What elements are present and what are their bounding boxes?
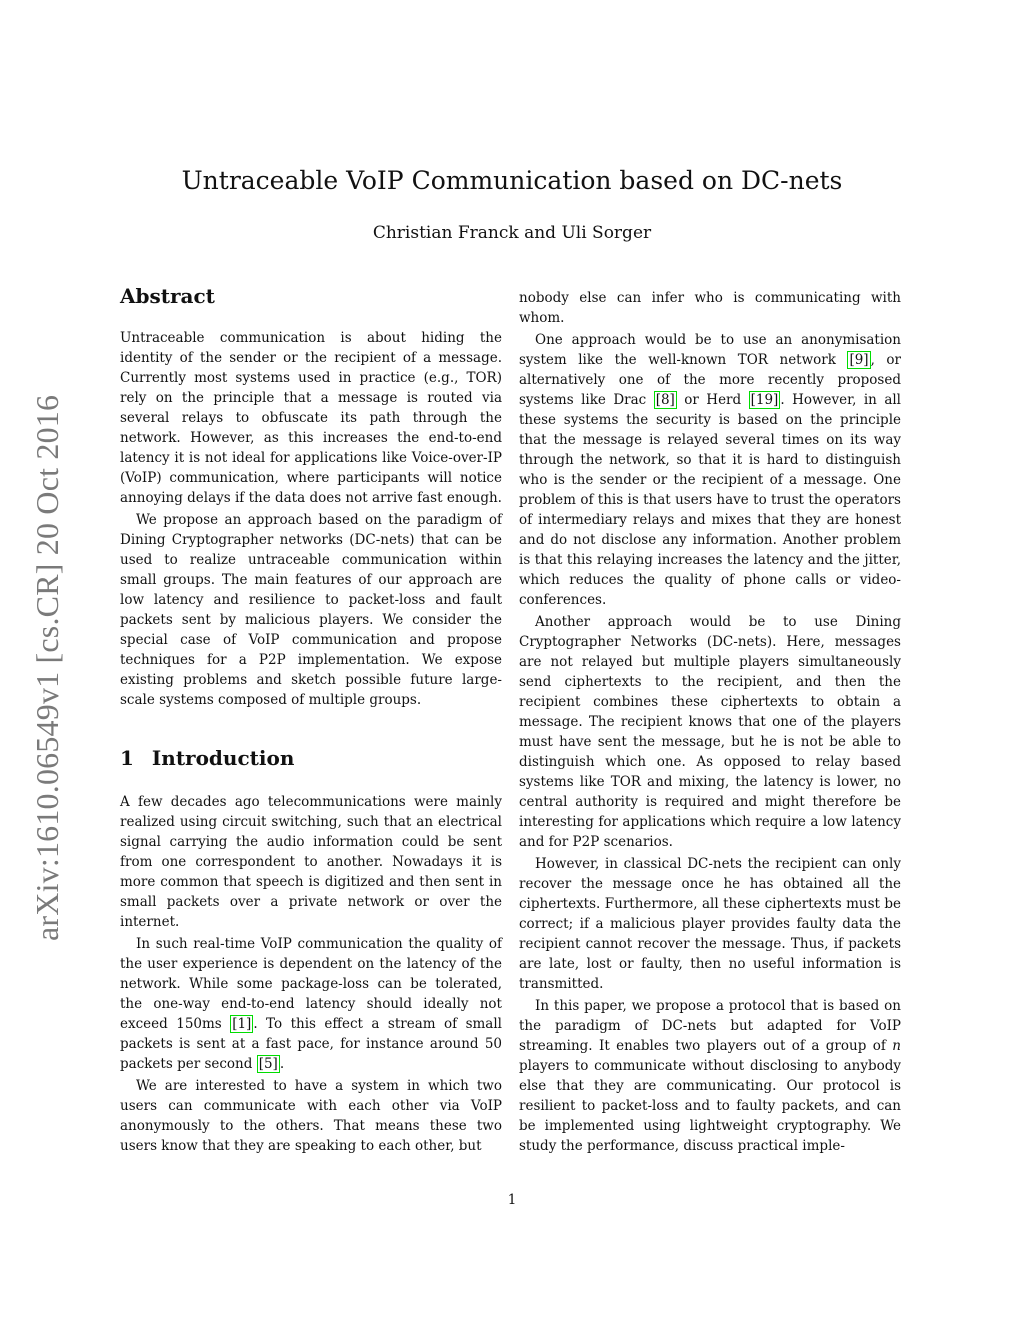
intro-paragraph-1: A few decades ago telecommunications were mainly realized using circuit switching, such that an electrical signal carrying the audio information could be sent from one correspondent to another. Nowadays it is more common that speech is digitized and then sent in small packets over a private network or over the internet.: [120, 794, 502, 930]
abstract-paragraph-2: We propose an approach based on the paradigm of Dining Cryptographer networks (DC-nets) that can be used to realize untraceable communication within small groups. The main features of our approach are low latency and resilience to packet-loss and fault packets sent by malicious players. We consider the special case of VoIP communication and propose techniques for a P2P implementation. We expose existing problems and sketch possible future large-scale systems composed of multiple groups.: [120, 512, 502, 708]
intro-paragraph-5: Another approach would be to use Dining Cryptographer Networks (DC-nets). Here, messages are not relayed but multiple players simultaneously send ciphertexts to the recipient, and then the recipient combines these ciphertexts to obtain a message. The recipient knows that one of the players must have sent the message, but he is not be able to distinguish which one. As opposed to relay based systems like TOR and mixing, the latency is lower, no central authority is required and might therefore be interesting for applications which require a low latency and for P2P scenarios.: [519, 614, 901, 850]
citation-link-8[interactable]: [8]: [655, 392, 675, 408]
text-run: In such real-time VoIP communication the quality of the user experience is dependent on the latency of the network. While some package-loss can be tolerated, the one-way end-to-end latency should ideally not exceed 150ms: [120, 936, 502, 1032]
text-run: players to communicate without disclosing to anybody else that they are communicating. Our protocol is resilient to packet-loss and to faulty packets, and can be implemented using lightweight cryptography. We study the performance, discuss practical imple-: [519, 1058, 901, 1154]
intro-paragraph-7: [519, 996, 901, 1156]
arxiv-identifier-stamp: arXiv:1610.06549v1 [cs.CR] 20 Oct 2016: [29, 394, 65, 941]
citation-link-19[interactable]: [19]: [750, 392, 779, 408]
citation-link-9[interactable]: [9]: [849, 352, 869, 368]
text-run: .: [279, 1056, 285, 1072]
page-number: 1: [507, 1192, 517, 1208]
intro-paragraph-6: However, in classical DC-nets the recipient can only recover the message once he has obtained all the ciphertexts. Furthermore, all these ciphertexts must be correct; if a malicious player provides faulty data the recipient cannot recover the message. Thus, if packets are late, lost or faulty, then no useful information is transmitted.: [519, 856, 901, 992]
text-run: or Herd: [676, 392, 749, 408]
citation-link-1[interactable]: [1]: [232, 1016, 252, 1032]
citation-link-5[interactable]: [5]: [258, 1056, 278, 1072]
intro-paragraph-2: [120, 934, 502, 1074]
text-run: . However, in all these systems the security is based on the principle that the message is relayed several times on its way through the network, so that it is hard to distinguish who is the sender or the recipient of a message. One problem of this is that users have to trust the operators of intermediary relays and mixes that they are honest and do not disclose any information. Another problem is that this relaying increases the latency and the jitter, which reduces the quality of phone calls or video-conferences.: [519, 392, 901, 608]
paper-title: Untraceable VoIP Communication based on DC-nets: [181, 166, 843, 195]
abstract-paragraph-1: Untraceable communication is about hiding the identity of the sender or the recipient of a message. Currently most systems used in practice (e.g., TOR) rely on the principle that a message is routed via several relays to obfuscate its path through the network. However, as this increases the end-to-end latency it is not ideal for applications like Voice-over-IP (VoIP) communication, where participants will notice annoying delays if the data does not arrive fast enough.: [120, 330, 502, 506]
introduction-heading: [120, 744, 502, 772]
text-run: . To this effect a stream of small packets is sent at a fast pace, for instance around 50 packets per second: [120, 1016, 502, 1072]
text-run: , or alternatively one of the more recently proposed systems like Drac: [519, 352, 901, 408]
math-variable-n: n: [892, 1038, 901, 1054]
section-number: 1: [120, 746, 134, 770]
text-run: One approach would be to use an anonymisation system like the well-known TOR network: [519, 332, 901, 368]
right-column: [519, 288, 901, 1156]
text-run: In this paper, we propose a protocol that is based on the paradigm of DC-nets but adapted for VoIP streaming. It enables two players out of a group of: [519, 998, 901, 1054]
intro-paragraph-4: [519, 330, 901, 610]
abstract-heading: Abstract: [120, 284, 215, 308]
intro-paragraph-3-continued: nobody else can infer who is communicating with whom.: [519, 290, 901, 326]
paper-authors: Christian Franck and Uli Sorger: [372, 223, 652, 243]
section-title: Introduction: [151, 746, 295, 770]
intro-paragraph-3: We are interested to have a system in which two users can communicate with each other via VoIP anonymously to the others. That means these two users know that they are speaking to each other, but: [120, 1078, 502, 1154]
left-column: [120, 282, 502, 1156]
